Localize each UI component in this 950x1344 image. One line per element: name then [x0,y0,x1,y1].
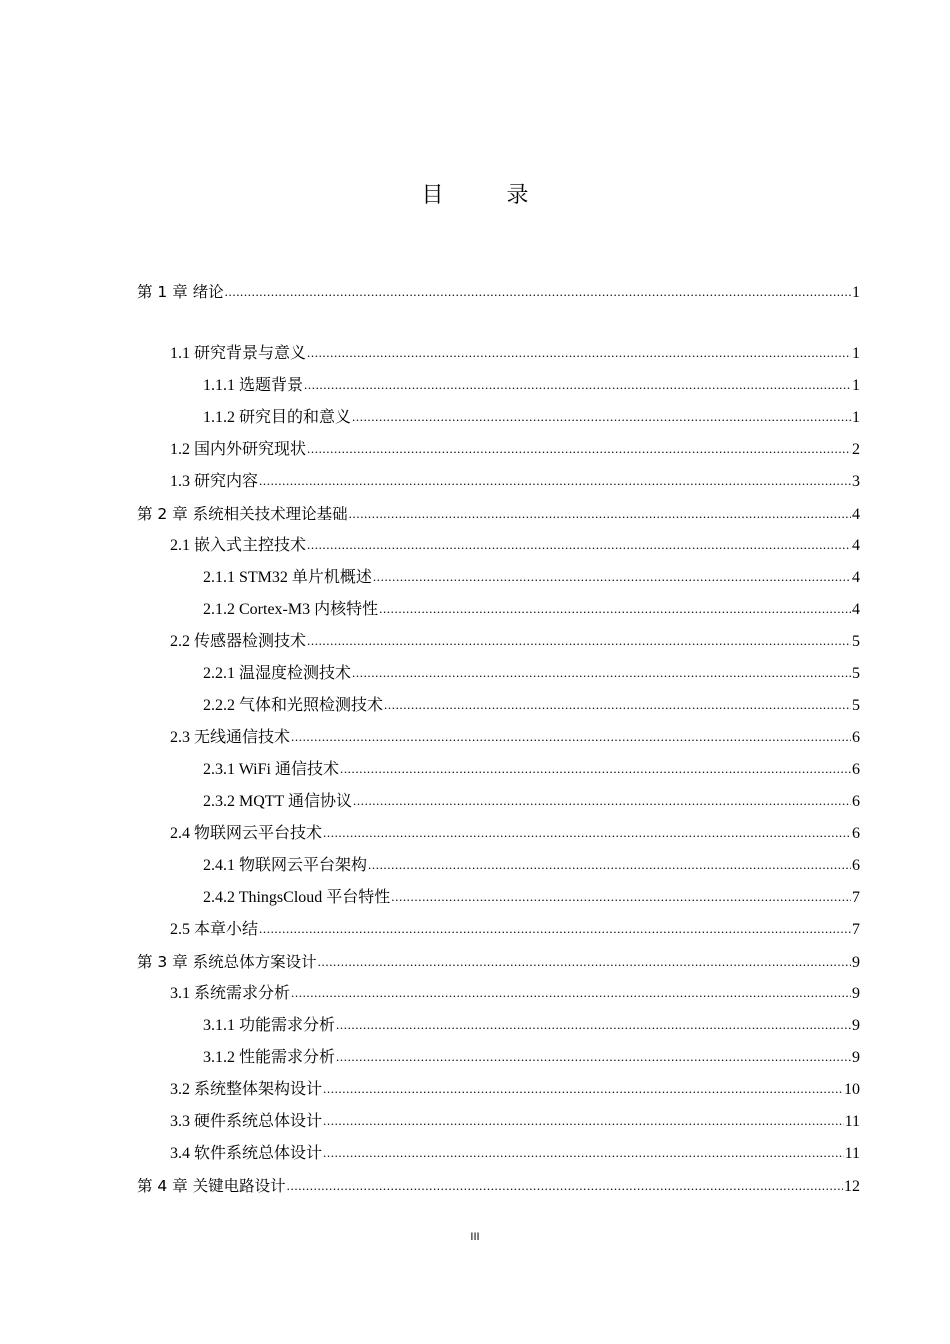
toc-entry-label: 2.5 本章小结 [170,921,259,938]
toc-entry-label: 3.1 系统需求分析 [170,985,291,1002]
toc-entry-page: 11 [844,1145,860,1162]
toc-entry-label: 2.4.1 物联网云平台架构 [203,857,368,874]
toc-leader-dots [259,465,851,497]
toc-leader-dots [287,1170,843,1202]
toc-leader-dots [373,561,851,593]
toc-section-entry[interactable] [137,722,860,754]
toc-leader-dots [307,433,851,465]
toc-entry-page: 9 [852,954,860,971]
toc-entry-page: 4 [852,537,860,554]
toc-subsection-entry[interactable] [137,658,860,690]
toc-leader-dots [291,721,851,753]
toc-entry-label: 2.4 物联网云平台技术 [170,825,323,842]
toc-entry-page: 3 [852,473,860,490]
toc-entry-page: 9 [852,985,860,1002]
toc-entry-page: 4 [852,601,860,618]
toc-leader-dots [307,625,851,657]
toc-leader-dots [368,849,851,881]
toc-entry-page: 5 [852,697,860,714]
toc-leader-dots [349,498,851,530]
toc-leader-dots [352,657,851,689]
toc-leader-dots [307,529,851,561]
toc-subsection-entry[interactable] [137,562,860,594]
toc-leader-dots [323,1105,844,1137]
toc-subsection-entry[interactable] [137,402,860,434]
toc-section-entry[interactable] [137,1138,860,1170]
toc-entry-page: 4 [852,506,860,523]
toc-entry-label: 1.3 研究内容 [170,473,259,490]
toc-entry-page: 2 [852,441,860,458]
toc-entry-page: 6 [852,857,860,874]
toc-entry-label: 2.3.2 MQTT 通信协议 [203,793,353,810]
toc-entry-page: 7 [852,921,860,938]
toc-chapter-entry[interactable] [137,498,860,530]
toc-leader-dots [391,881,851,913]
toc-subsection-entry[interactable] [137,370,860,402]
table-of-contents [137,276,860,1202]
toc-entry-label: 2.3.1 WiFi 通信技术 [203,761,339,778]
toc-entry-label: 2.2 传感器检测技术 [170,633,307,650]
toc-entry-page: 4 [852,569,860,586]
toc-entry-label: 1.1.2 研究目的和意义 [203,409,352,426]
toc-entry-label: 3.2 系统整体架构设计 [170,1081,323,1098]
toc-entry-page: 1 [852,345,860,362]
toc-entry-label: 第 4 章 关键电路设计 [137,1177,286,1195]
toc-leader-dots [259,913,851,945]
toc-section-entry[interactable] [137,466,860,498]
toc-entry-page: 6 [852,729,860,746]
toc-entry-page: 5 [852,665,860,682]
toc-entry-page: 6 [852,761,860,778]
toc-entry-page: 9 [852,1049,860,1066]
toc-entry-label: 2.1.1 STM32 单片机概述 [203,569,372,586]
toc-entry-label: 2.1 嵌入式主控技术 [170,537,307,554]
toc-entry-page: 6 [852,825,860,842]
toc-section-entry[interactable] [137,914,860,946]
toc-entry-label: 3.1.1 功能需求分析 [203,1017,336,1034]
toc-section-entry[interactable] [137,434,860,466]
toc-leader-dots [304,369,851,401]
toc-entry-label: 3.1.2 性能需求分析 [203,1049,336,1066]
toc-entry-label: 2.4.2 ThingsCloud 平台特性 [203,889,391,906]
toc-section-entry[interactable] [137,530,860,562]
toc-entry-page: 12 [844,1178,860,1195]
toc-section-entry[interactable] [137,818,860,850]
toc-leader-dots [340,753,851,785]
toc-section-entry[interactable] [137,626,860,658]
toc-subsection-entry[interactable] [137,850,860,882]
toc-entry-label: 1.1.1 选题背景 [203,377,304,394]
toc-subsection-entry[interactable] [137,594,860,626]
toc-section-entry[interactable] [137,978,860,1010]
toc-subsection-entry[interactable] [137,1010,860,1042]
toc-entry-page: 11 [844,1113,860,1130]
toc-entry-page: 9 [852,1017,860,1034]
toc-leader-dots [225,276,851,308]
toc-subsection-entry[interactable] [137,882,860,914]
toc-entry-page: 1 [852,409,860,426]
toc-subsection-entry[interactable] [137,754,860,786]
toc-section-entry[interactable] [137,1074,860,1106]
toc-leader-dots [336,1041,851,1073]
toc-chapter-entry[interactable] [137,276,860,308]
toc-entry-page: 7 [852,889,860,906]
toc-leader-dots [318,946,851,978]
toc-entry-page: 1 [852,377,860,394]
toc-chapter-entry[interactable] [137,1170,860,1202]
toc-entry-label: 第 3 章 系统总体方案设计 [137,953,317,971]
toc-entry-page: 10 [844,1081,860,1098]
toc-leader-dots [307,337,851,369]
toc-entry-label: 2.3 无线通信技术 [170,729,291,746]
toc-spacer [137,308,860,338]
toc-leader-dots [352,401,851,433]
toc-section-entry[interactable] [137,1106,860,1138]
toc-leader-dots [336,1009,851,1041]
toc-entry-page: 5 [852,633,860,650]
toc-chapter-entry[interactable] [137,946,860,978]
toc-leader-dots [379,593,851,625]
toc-entry-label: 2.2.1 温湿度检测技术 [203,665,352,682]
toc-entry-page: 6 [852,793,860,810]
toc-entry-label: 第 1 章 绪论 [137,283,224,301]
toc-leader-dots [384,689,851,721]
toc-subsection-entry[interactable] [137,1042,860,1074]
toc-entry-label: 第 2 章 系统相关技术理论基础 [137,505,348,523]
toc-subsection-entry[interactable] [137,786,860,818]
toc-leader-dots [323,1137,844,1169]
toc-entry-label: 1.2 国内外研究现状 [170,441,307,458]
toc-leader-dots [353,785,851,817]
toc-entry-label: 2.1.2 Cortex-M3 内核特性 [203,601,379,618]
toc-subsection-entry[interactable] [137,690,860,722]
page-number: III [470,1231,480,1243]
toc-title: 目 录 [421,183,557,208]
toc-entry-label: 3.4 软件系统总体设计 [170,1145,323,1162]
toc-entry-page: 1 [852,284,860,301]
toc-leader-dots [291,977,851,1009]
toc-entry-label: 3.3 硬件系统总体设计 [170,1113,323,1130]
toc-leader-dots [323,817,851,849]
toc-leader-dots [323,1073,843,1105]
toc-entry-label: 2.2.2 气体和光照检测技术 [203,697,384,714]
toc-section-entry[interactable] [137,338,860,370]
toc-entry-label: 1.1 研究背景与意义 [170,345,307,362]
